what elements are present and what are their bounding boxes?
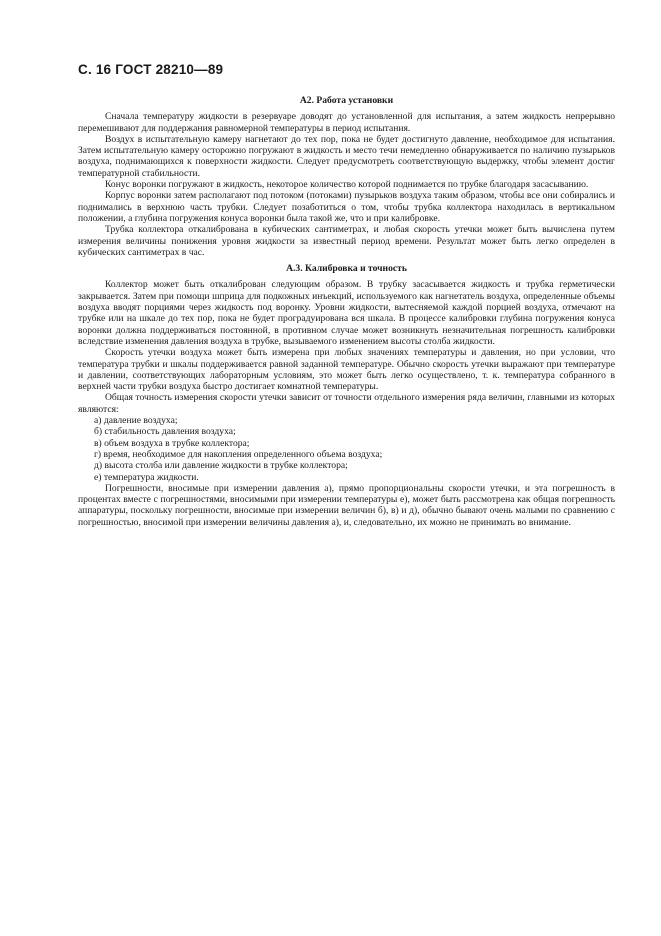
list-item: а) давление воздуха; (94, 415, 178, 427)
list-item: е) температура жидкости. (94, 471, 199, 483)
section-heading-a2: А2. Работа установки (299, 95, 394, 106)
list-item: в) объем воздуха в трубке коллектора; (94, 437, 250, 449)
paragraph: Корпус воронки затем располагают под потоком (потоками) пузырьков воздуха таким образом, чтобы все они собирались и поднимались в верхнюю часть трубки. Следует позаботиться о том, чтобы трубка коллектора находилась в вертикальном положении, а глубина погружения конуса воронки была такой же, что и при калибровке. (78, 190, 615, 224)
paragraph: Воздух в испытательную камеру нагнетают до тех пор, пока не будет достигнуто давление, необходимое для испытания. Затем испытательную камеру осторожно погружают в жидкость и место течи немедленно обнаруживается по наличию пузырьков воздуха, поднимающихся к поверхности жидкости. Следует предусмотреть соответствующую выдержку, чтобы элемент достиг температурной стабильности. (78, 133, 615, 179)
list-item: г) время, необходимое для накопления определенного объема воздуха; (94, 448, 383, 460)
paragraph: Трубка коллектора откалибрована в кубических сантиметрах, и любая скорость утечки может быть вычислена путем измерения величины понижения уровня жидкости за известный период времени. Результат может быть легко определен в кубических сантиметрах в час. (78, 224, 615, 258)
paragraph: Конус воронки погружают в жидкость, некоторое количество которой поднимается по трубке благодаря засасыванию. (105, 179, 589, 191)
paragraph: Погрешности, вносимые при измерении давления а), прямо пропорциональны скорости утечки, и эта погрешность в процентах вместе с погрешностями, вносимыми при измерении температуры е), может быть рассмотрена как общая погрешность аппаратуры, поскольку погрешности, вносимые при измерении величин б), в) и д), обычно бывают очень малыми по сравнению с погрешностью, вносимой при измерении величины давления а), и, следовательно, их можно не принимать во внимание. (78, 482, 615, 528)
list-item: д) высота столба или давление жидкости в трубке коллектора; (94, 460, 348, 472)
page-header: С. 16 ГОСТ 28210—89 (78, 62, 224, 77)
paragraph: Общая точность измерения скорости утечки зависит от точности отдельного измерения ряда величин, главными из которых являются: (78, 392, 615, 415)
document-body (78, 95, 615, 528)
paragraph: Сначала температуру жидкости в резервуаре доводят до установленной для испытания, а затем жидкость непрерывно перемешивают для поддержания равномерной температуры в период испытания. (78, 111, 615, 134)
list-item: б) стабильность давления воздуха; (94, 426, 236, 438)
paragraph: Коллектор может быть откалиброван следующим образом. В трубку засасывается жидкость и трубка герметически закрывается. Затем при помощи шприца для подкожных инъекций, используемого как нагнетатель воздуха, определенные объемы воздуха вводят порциями через жидкость под воронку. Уровни жидкости, вытесняемой каждой порцией воздуха, отмечают на трубке или на шкале до тех пор, пока не будет проградуирована вся шкала. В процессе калибровки глубина погружения конуса воронки должна поддерживаться постоянной, в противном случае может возникнуть незначительная погрешность калибровки вследствие изменения давления воздуха в трубке, вызываемого изменением высоты столба жидкости. (78, 279, 615, 347)
section-heading-a3: А.3. Калибровка и точность (286, 263, 407, 275)
paragraph: Скорость утечки воздуха может быть измерена при любых значениях температуры и давления, но при условии, что температура трубки и шкалы поддерживается равной заданной температуре. Обычно скорость утечки выражают при температуре и давлении, соответствующих лабораторным условиям, это может быть легко осуществлено, т. к. температура собранного в верхней части трубки воздуха быстро достигает комнатной температуры. (78, 347, 615, 393)
